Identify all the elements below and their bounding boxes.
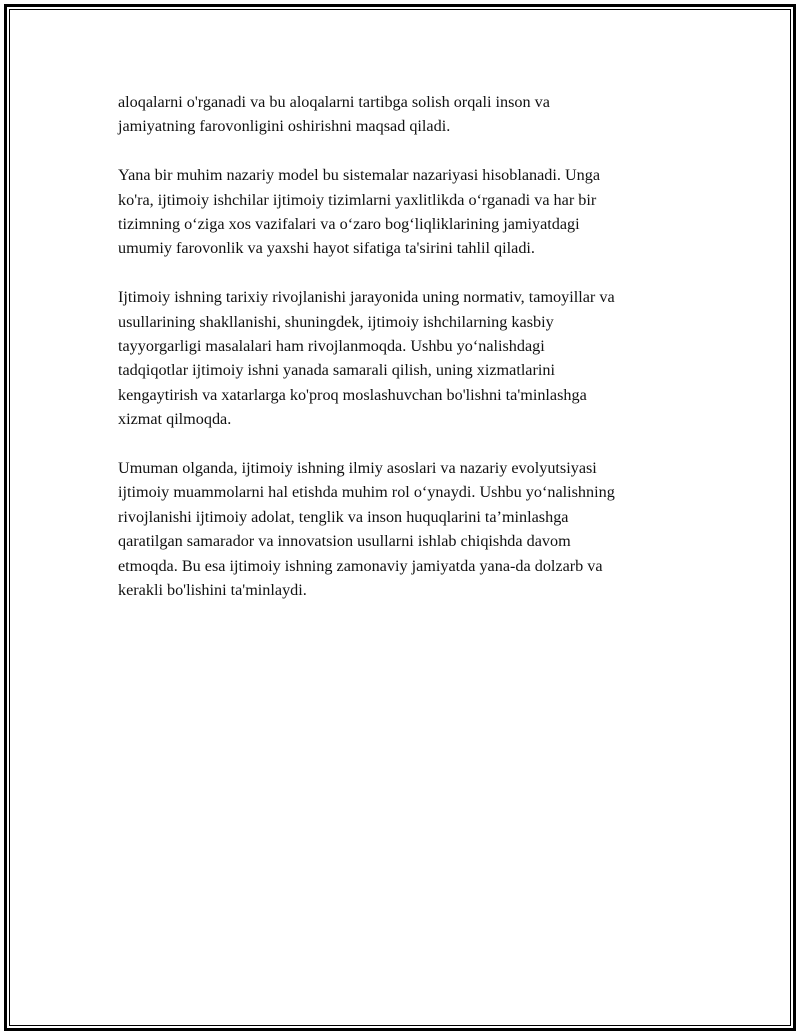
text-line: tadqiqotlar ijtimoiy ishni yanada samarali qilish, uning xizmatlarini xyxy=(118,361,555,380)
text-line: rivojlanishi ijtimoiy adolat, tenglik va inson huquqlarini ta’minlashga xyxy=(118,507,569,526)
text-line: ijtimoiy muammolarni hal etishda muhim rol o‘ynaydi. Ushbu yo‘nalishning xyxy=(118,483,615,502)
document-body xyxy=(118,90,698,627)
text-line: jamiyatning farovonligini oshirishni maqsad qiladi. xyxy=(118,117,451,136)
text-line: Ijtimoiy ishning tarixiy rivojlanishi jarayonida uning normativ, tamoyillar va xyxy=(118,288,615,307)
text-line: Umuman olganda, ijtimoiy ishning ilmiy asoslari va nazariy evolyutsiyasi xyxy=(118,459,597,478)
text-line: umumiy farovonlik va yaxshi hayot sifatiga ta'sirini tahlil qiladi. xyxy=(118,239,535,258)
paragraph-4 xyxy=(118,456,698,602)
paragraph-1 xyxy=(118,90,698,139)
text-line: qaratilgan samarador va innovatsion usullarni ishlab chiqishda davom xyxy=(118,532,571,551)
text-line: Yana bir muhim nazariy model bu sistemalar nazariyasi hisoblanadi. Unga xyxy=(118,166,601,185)
paragraph-2 xyxy=(118,163,698,261)
text-line: ko'ra, ijtimoiy ishchilar ijtimoiy tizimlarni yaxlitlikda o‘rganadi va har bir xyxy=(118,190,597,209)
text-line: tayyorgarligi masalalari ham rivojlanmoqda. Ushbu yo‘nalishdagi xyxy=(118,337,545,356)
text-line: tizimning o‘ziga xos vazifalari va o‘zaro bog‘liqliklarining jamiyatdagi xyxy=(118,215,580,234)
paragraph-3 xyxy=(118,285,698,431)
text-line: etmoqda. Bu esa ijtimoiy ishning zamonaviy jamiyatda yana-da dolzarb va xyxy=(118,556,603,575)
text-line: aloqalarni o'rganadi va bu aloqalarni tartibga solish orqali inson va xyxy=(118,93,550,111)
text-line: xizmat qilmoqda. xyxy=(118,410,232,429)
text-line: kengaytirish va xatarlarga ko'proq moslashuvchan bo'lishni ta'minlashga xyxy=(118,385,587,404)
text-line: usullarining shakllanishi, shuningdek, ijtimoiy ishchilarning kasbiy xyxy=(118,312,554,331)
text-line: kerakli bo'lishini ta'minlaydi. xyxy=(118,581,307,600)
